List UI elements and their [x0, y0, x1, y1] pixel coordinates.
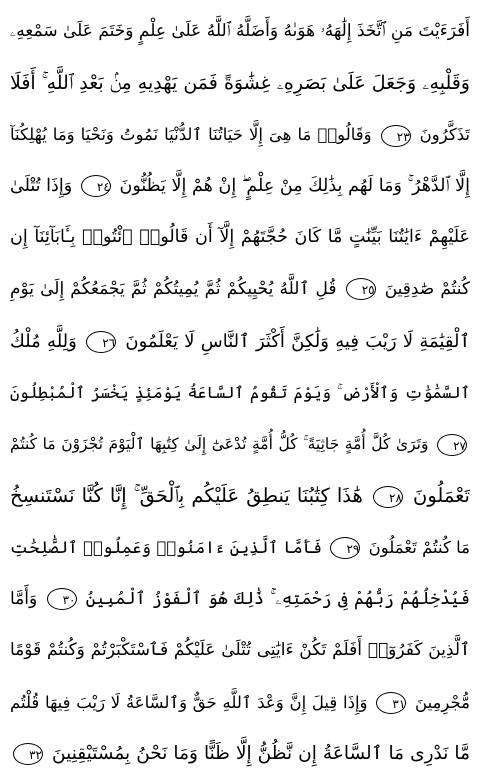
- verse-text: وَقَلْبِهِۦ وَجَعَلَ عَلَىٰ بَصَرِهِۦ غِشَٰوَةً فَمَن يَهْدِيهِ مِنۢ بَعْدِ ٱللَّهِ ۚ أَفَلَا: [10, 71, 470, 94]
- verse-text: عَلَيْهِمْ ءَايَٰتُنَا بَيِّنَٰتٍ مَّا كَانَ حُجَّتَهُمْ إِلَّآ أَن قَالُوا۟ ٱئْتُوا۟ بِـَٔابَآئِنَآ إِن: [10, 227, 470, 248]
- text-line: [10, 6, 470, 58]
- text-line: [10, 109, 470, 161]
- ayah-number-marker: ٢٧: [437, 434, 467, 456]
- ayah-number-marker: ٢٩: [330, 537, 360, 559]
- verse-text: وَلِلَّهِ مُلْكُ: [10, 330, 77, 352]
- verse-text: وَقَالُوا۟ مَا هِىَ إِلَّا حَيَاتُنَا ٱلدُّنْيَا نَمُوتُ وَنَحْيَا وَمَا يُهْلِكُنَآ: [10, 125, 372, 145]
- text-line: [10, 316, 470, 368]
- ayah-number-marker: ٢٨: [373, 486, 403, 508]
- text-line: [10, 677, 470, 729]
- verse-text: هَٰذَا كِتَٰبُنَا يَنطِقُ عَلَيْكُم بِٱلْحَقِّ ۚ إِنَّا كُنَّا نَسْتَنسِخُ: [10, 484, 363, 508]
- verse-text: تَذَكَّرُونَ: [419, 125, 470, 145]
- verse-text: ٱلَّذِينَ كَفَرُوٓا۟ أَفَلَمْ تَكُنْ ءَايَٰتِى تُتْلَىٰ عَلَيْكُمْ فَٱسْتَكْبَرْتُمْ وَكُنتُمْ قَوْمًا: [10, 640, 470, 661]
- text-line: [10, 419, 470, 471]
- text-line: [10, 212, 470, 264]
- text-line: [10, 470, 470, 522]
- ayah-number-marker: ٣٠: [47, 588, 77, 610]
- ayah-number-marker: ٢٣: [381, 125, 411, 147]
- text-line: [10, 728, 470, 780]
- ayah-number-marker: ٣٢: [13, 743, 43, 765]
- verse-text: وَإِذَا قِيلَ إِنَّ وَعْدَ ٱللَّهِ حَقٌّ وَٱلسَّاعَةُ لَا رَيْبَ فِيهَا قُلْتُم: [10, 692, 368, 712]
- verse-text: قُلِ ٱللَّهُ يُحْيِيكُمْ ثُمَّ يُمِيتُكُمْ ثُمَّ يَجْمَعُكُمْ إِلَىٰ يَوْمِ: [10, 278, 337, 299]
- text-line: [10, 625, 470, 677]
- ayah-number-marker: ٢٦: [86, 331, 116, 353]
- verse-text: وَأَمَّا: [10, 588, 38, 609]
- text-line: [10, 522, 470, 574]
- text-line: [10, 161, 470, 213]
- text-line: [10, 58, 470, 110]
- ayah-number-marker: ٢٤: [81, 175, 111, 197]
- verse-text: مَا كُنتُمْ تَعْمَلُونَ: [368, 537, 470, 557]
- verse-text: فَأَمَّا ٱلَّذِينَ ءَامَنُوا۟ وَعَمِلُوا۟ ٱلصَّٰلِحَٰتِ: [10, 537, 323, 557]
- verse-text: وَتَرَىٰ كُلَّ أُمَّةٍ جَاثِيَةً ۚ كُلُّ أُمَّةٍ تُدْعَىٰٓ إِلَىٰ كِتَٰبِهَا ٱلْيَوْمَ تُجْزَوْنَ مَا كُنتُمْ: [10, 434, 429, 453]
- ayah-number-marker: ٢٥: [346, 278, 376, 300]
- verse-text: ٱلسَّمَٰوَٰتِ وَٱلْأَرْضِ ۚ وَيَوْمَ تَقُومُ ٱلسَّاعَةُ يَوْمَئِذٍ يَخْسَرُ ٱلْمُبْطِلُونَ: [10, 383, 470, 403]
- verse-text: كُنتُمْ صَٰدِقِينَ: [384, 278, 470, 299]
- verse-text: فَيُدْخِلُهُمْ رَبُّهُمْ فِى رَحْمَتِهِۦ ۚ ذَٰلِكَ هُوَ ٱلْفَوْزُ ٱلْمُبِينُ: [85, 588, 470, 609]
- verse-text: مُّجْرِمِينَ: [415, 692, 470, 712]
- verse-text: إِلَّا ٱلدَّهْرُ ۚ وَمَا لَهُم بِذَٰلِكَ مِنْ عِلْمٍ ۖ إِنْ هُمْ إِلَّا يَظُنُّونَ: [119, 175, 470, 196]
- text-line: [10, 574, 470, 626]
- verse-text: مَّا نَدْرِى مَا ٱلسَّاعَةُ إِن نَّظُنُّ إِلَّا ظَنًّا وَمَا نَحْنُ بِمُسْتَيْقِنِينَ: [52, 743, 470, 765]
- verse-text: ٱلْقِيَٰمَةِ لَا رَيْبَ فِيهِ وَلَٰكِنَّ أَكْثَرَ ٱلنَّاسِ لَا يَعْلَمُونَ: [125, 330, 470, 352]
- quran-text-block: [10, 6, 470, 780]
- verse-text: تَعْمَلُونَ: [413, 484, 470, 508]
- ayah-number-marker: ٣١: [376, 692, 406, 714]
- text-line: [10, 367, 470, 419]
- verse-text: وَإِذَا تُتْلَىٰ: [10, 175, 73, 196]
- text-line: [10, 264, 470, 316]
- verse-text: أَفَرَءَيْتَ مَنِ ٱتَّخَذَ إِلَٰهَهُۥ هَوَىٰهُ وَأَضَلَّهُ ٱللَّهُ عَلَىٰ عِلْمٍ وَخَتَمَ عَلَىٰ سَمْعِهِۦ: [10, 21, 470, 41]
